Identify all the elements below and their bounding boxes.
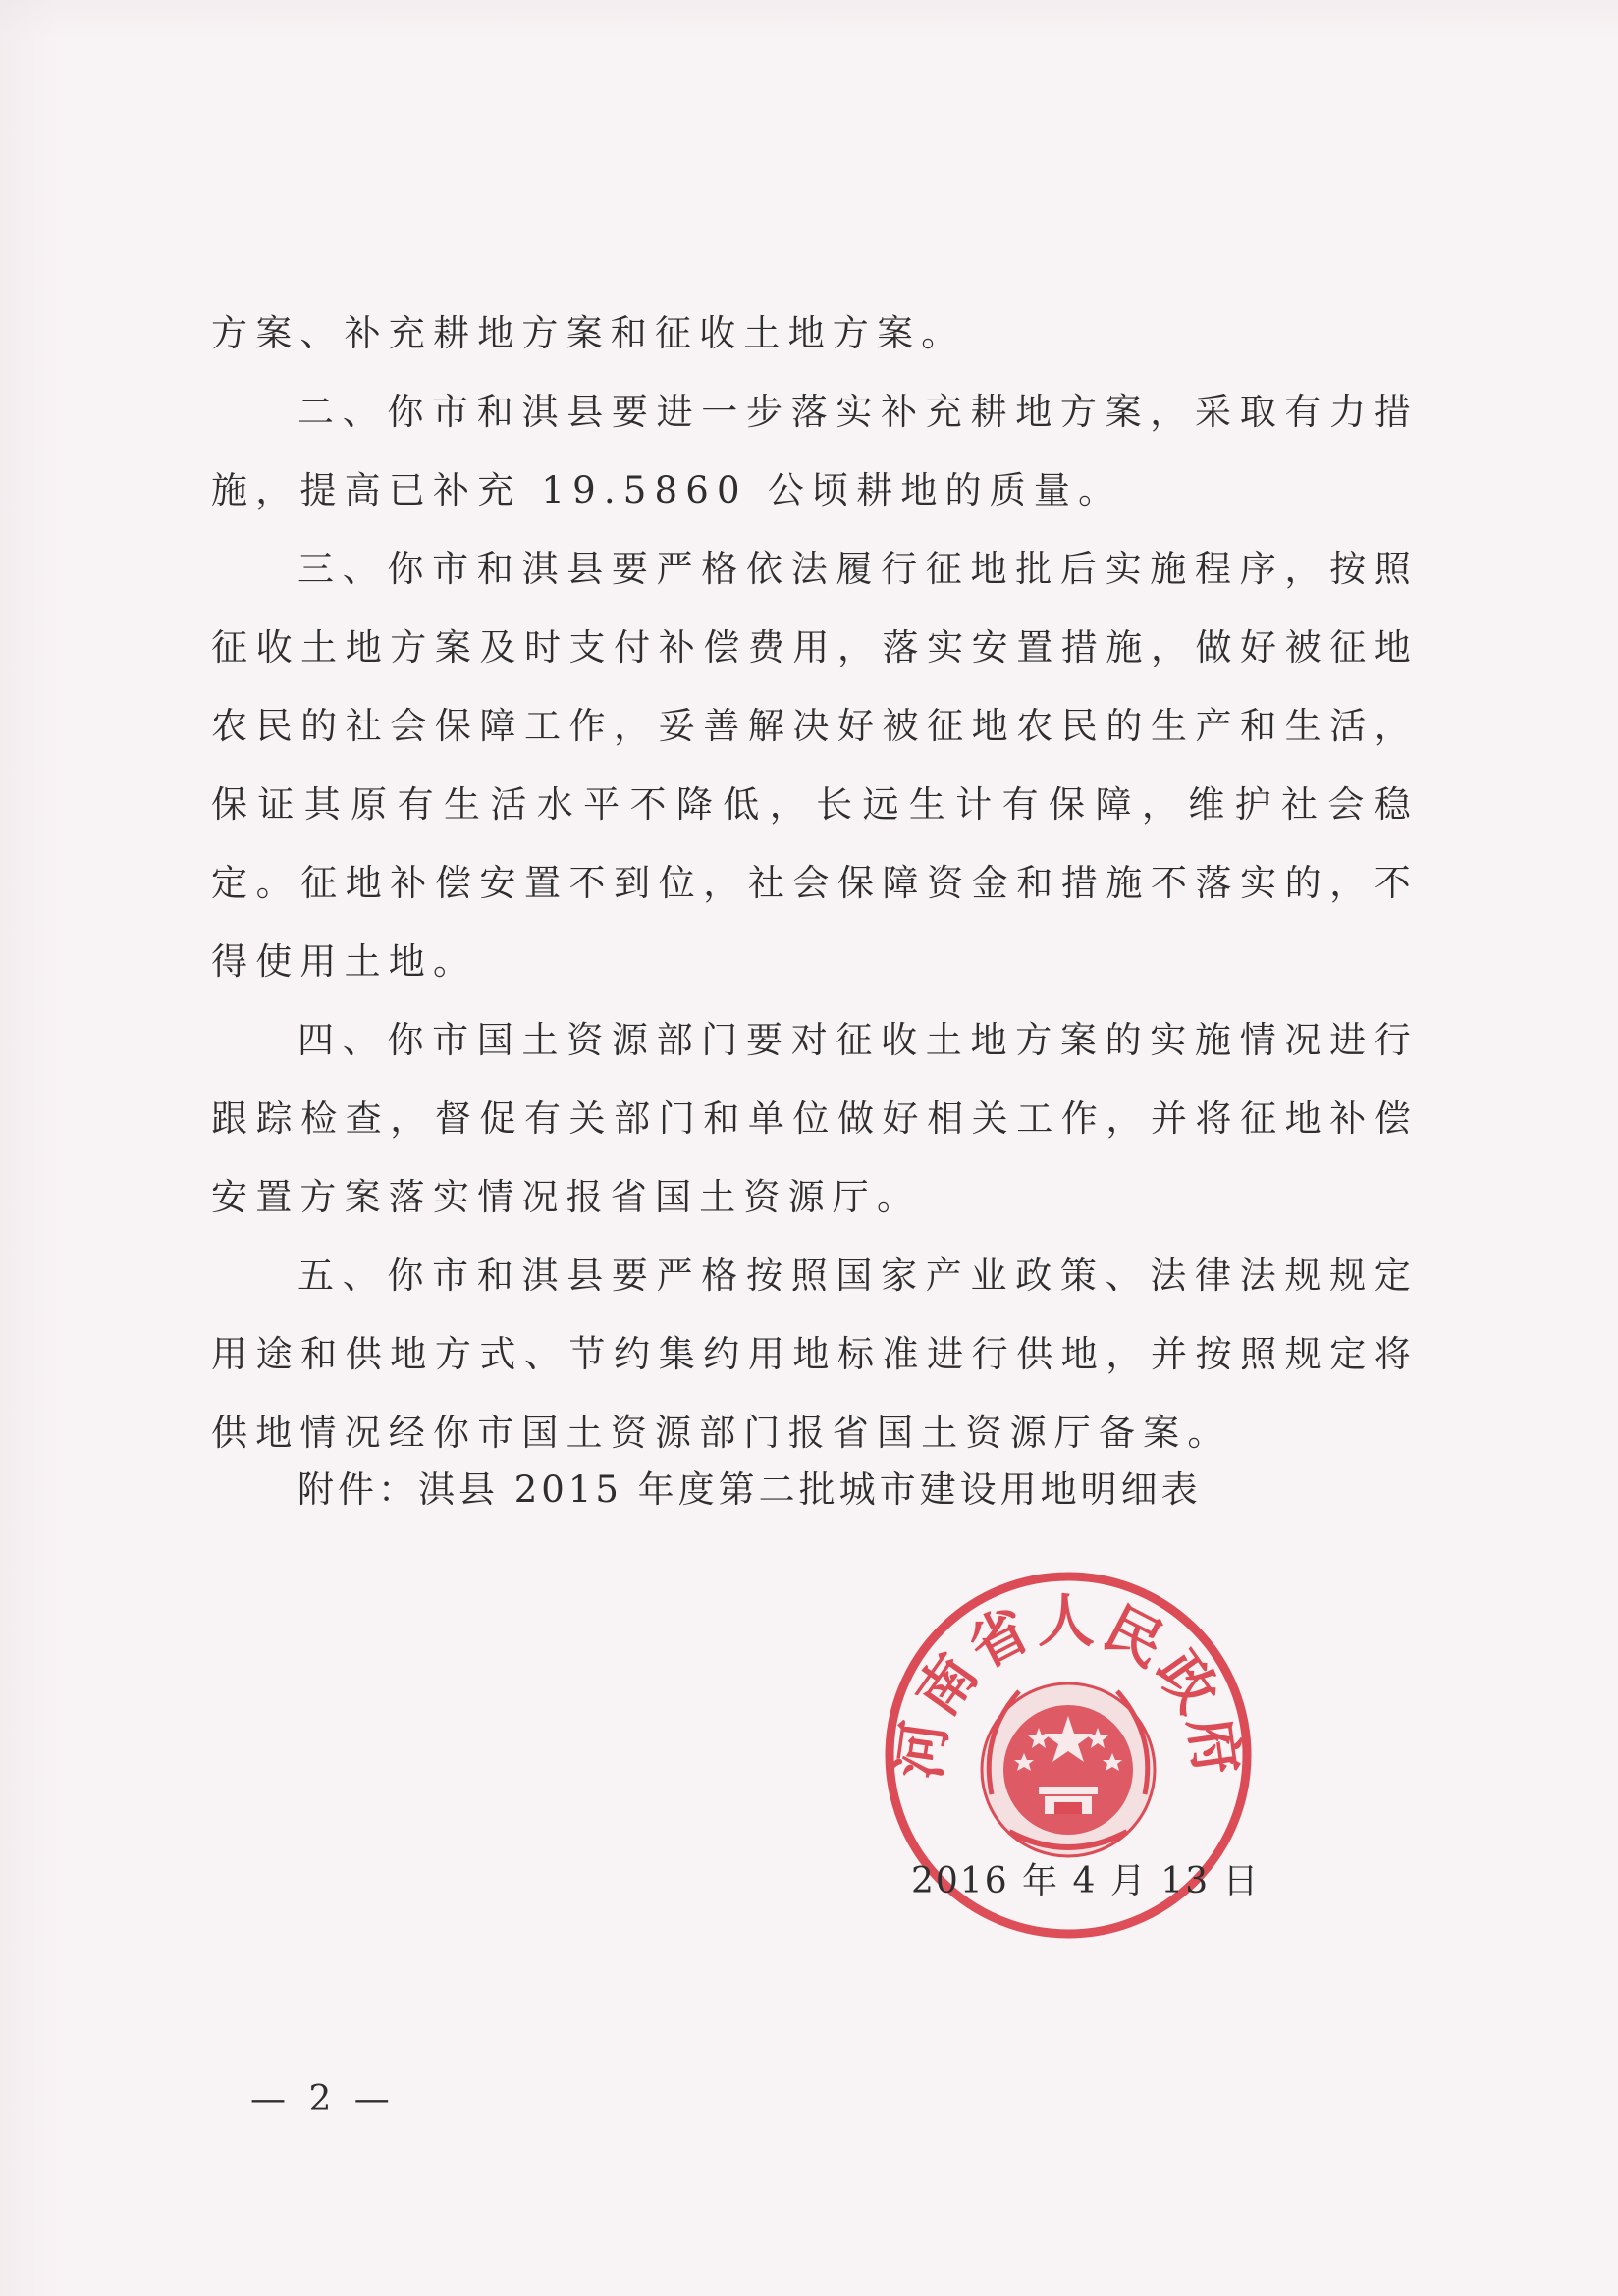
issue-date: 2016 年 4 月 13 日 [911, 1861, 1261, 1901]
paragraph-3: 三、你市和淇县要严格依法履行征地批后实施程序，按照征收土地方案及时支付补偿费用，落实安置措施，做好被征地农民的社会保障工作，妥善解决好被征地农民的生产和生活，保证其原有生活水平不降低，长远生计有保障，维护社会稳定。征地补偿安置不到位，社会保障资金和措施不落实的，不得使用土地。 [211, 548, 1419, 983]
paragraph-1: 方案、补充耕地方案和征收土地方案。 [211, 312, 966, 354]
paragraph-2: 二、你市和淇县要进一步落实补充耕地方案，采取有力措施，提高已补充 19.5860 公顷耕地的质量。 [211, 391, 1419, 511]
attachment-line: 附件：淇县 2015 年度第二批城市建设用地明细表 [297, 1468, 1202, 1511]
paragraph-4: 四、你市国土资源部门要对征收土地方案的实施情况进行跟踪检查，督促有关部门和单位做好相关工作，并将征地补偿安置方案落实情况报省国土资源厅。 [211, 1019, 1419, 1218]
seal-text: 河南省人民政府 [885, 1587, 1252, 1784]
body-text [211, 294, 1419, 1472]
paragraph-5: 五、你市和淇县要严格按照国家产业政策、法律法规规定用途和供地方式、节约集约用地标准进行供地，并按照规定将供地情况经你市国土资源部门报省国土资源厅备案。 [211, 1255, 1419, 1454]
page-number: — 2 — [250, 2079, 396, 2119]
